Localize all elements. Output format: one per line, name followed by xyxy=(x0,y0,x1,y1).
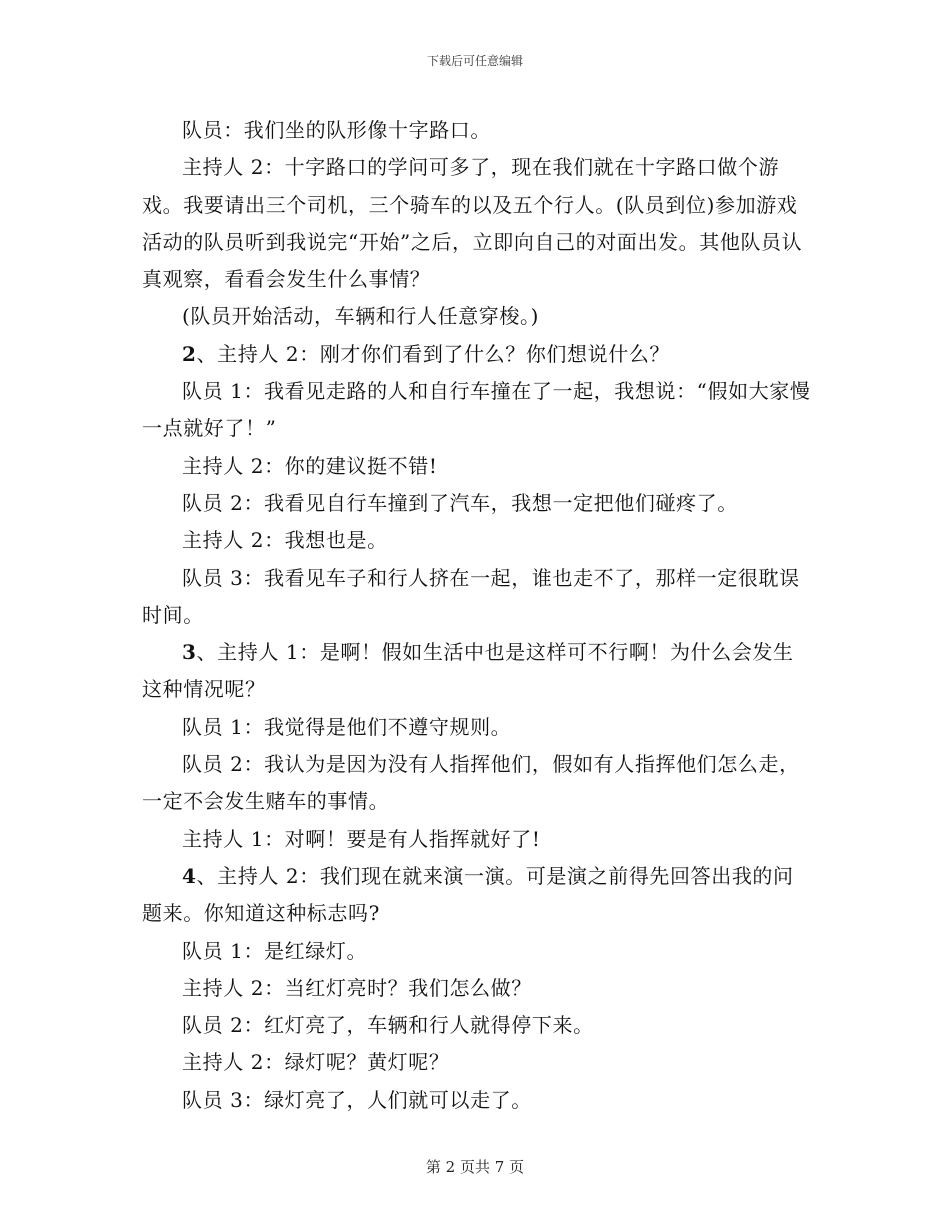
paragraph-3: (队员开始活动，车辆和行人任意穿梭。) xyxy=(182,304,540,329)
paragraph-14: 4、主持人 2：我们现在就来演一演。可是演之前得先回答出我的问题来。你知道这种标志吗? xyxy=(142,863,794,926)
paragraph-1: 队员：我们坐的队形像十字路口。 xyxy=(182,118,491,142)
section-number: 3 xyxy=(182,640,197,665)
section-number: 2 xyxy=(182,341,197,366)
paragraph-10: 3、主持人 1：是啊！假如生活中也是这样可不行啊！为什么会发生这种情况呢？ xyxy=(142,640,794,702)
document-body xyxy=(142,112,812,1119)
paragraph-6: 主持人 2：你的建议挺不错! xyxy=(182,453,438,478)
page-footer: 第 2 页共 7 页 xyxy=(425,1158,525,1176)
page-header: 下载后可任意编辑 xyxy=(426,54,523,68)
paragraph-13: 主持人 1：对啊！要是有人指挥就好了! xyxy=(182,826,541,851)
paragraph-17: 队员 2：红灯亮了，车辆和行人就得停下来。 xyxy=(182,1013,594,1038)
paragraph-5: 队员 1：我看见走路的人和自行车撞在了一起，我想说：“假如大家慢一点就好了！” xyxy=(142,379,811,441)
paragraph-8: 主持人 2：我想也是。 xyxy=(182,528,388,553)
paragraph-2: 主持人 2：十字路口的学问可多了，现在我们就在十字路口做个游戏。我要请出三个司机，三个骑车的以及五个行人。(队员到位)参加游戏活动的队员听到我说完“开始”之后，立即向自己的对面出发。其他队员认真观察，看看会发生什么事情？ xyxy=(142,155,803,292)
paragraph-7: 队员 2：我看见自行车撞到了汽车，我想一定把他们碰疼了。 xyxy=(182,490,738,515)
paragraph-9: 队员 3：我看见车子和行人挤在一起，谁也走不了，那样一定很耽误时间。 xyxy=(142,565,800,627)
paragraph-15: 队员 1：是红绿灯。 xyxy=(182,938,368,963)
paragraph-12: 队员 2：我认为是因为没有人指挥他们，假如有人指挥他们怎么走，一定不会发生赌车的事情。 xyxy=(142,752,800,814)
section-number: 4 xyxy=(182,863,197,888)
paragraph-19: 队员 3：绿灯亮了，人们就可以走了。 xyxy=(182,1087,532,1112)
paragraph-11: 队员 1：我觉得是他们不遵守规则。 xyxy=(182,714,512,739)
paragraph-18: 主持人 2：绿灯呢？黄灯呢？ xyxy=(182,1050,450,1075)
paragraph-16: 主持人 2：当红灯亮时？我们怎么做？ xyxy=(182,975,532,1000)
paragraph-4: 2、主持人 2：刚才你们看到了什么？你们想说什么？ xyxy=(182,341,671,366)
